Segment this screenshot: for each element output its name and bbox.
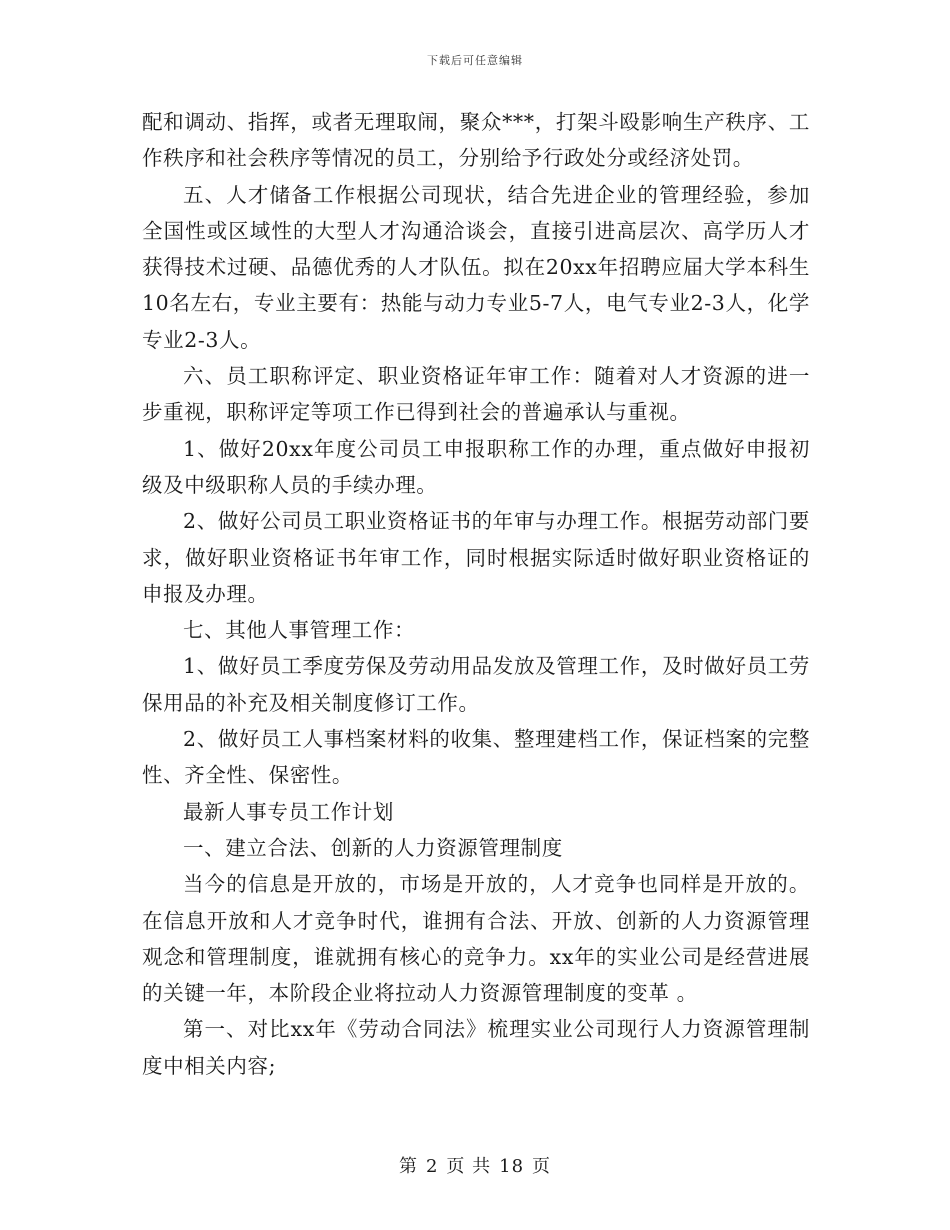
section-heading: 一、建立合法、创新的人力资源管理制度: [183, 835, 563, 860]
page-footer: [0, 1152, 950, 1178]
paragraph: 2、做好公司员工职业资格证书的年审与办理工作。根据劳动部门要求，做好职业资格证书年审工作，同时根据实际适时做好职业资格证的申报及办理。: [142, 509, 810, 606]
paragraph: 1、做好员工季度劳保及劳动用品发放及管理工作，及时做好员工劳保用品的补充及相关制度修订工作。: [142, 654, 810, 715]
paragraph: 六、员工职称评定、职业资格证年审工作：随着对人才资源的进一步重视，职称评定等项工作已得到社会的普遍承认与重视。: [142, 364, 810, 425]
footer-suffix: 页: [532, 1156, 552, 1177]
footer-middle: 页 共: [446, 1156, 492, 1177]
document-title: 最新人事专员工作计划: [183, 799, 394, 824]
paragraph: 2、做好员工人事档案材料的收集、整理建档工作，保证档案的完整性、齐全性、保密性。: [142, 727, 810, 788]
paragraph: 当今的信息是开放的，市场是开放的，人才竞争也同样是开放的。在信息开放和人才竞争时代，谁拥有合法、开放、创新的人力资源管理观念和管理制度，谁就拥有核心的竞争力。xx年的实业公司是经营进展的关键一年，本阶段企业将拉动人力资源管理制度的变革 。: [142, 872, 810, 1006]
footer-prefix: 第: [398, 1156, 418, 1177]
paragraph: 配和调动、指挥，或者无理取闹，聚众***，打架斗殴影响生产秩序、工作秩序和社会秩序等情况的员工，分别给予行政处分或经济处罚。: [142, 110, 810, 171]
total-pages: 18: [499, 1156, 525, 1177]
paragraph: 五、人才储备工作根据公司现状，结合先进企业的管理经验，参加全国性或区域性的大型人才沟通洽谈会，直接引进高层次、高学历人才获得技术过硬、品德优秀的人才队伍。拟在20xx年招聘应届大学本科生10名左右，专业主要有：热能与动力专业5-7人，电气专业2-3人，化学专业2-3人。: [142, 182, 810, 352]
page-header-note: 下载后可任意编辑: [427, 54, 523, 67]
paragraph: 1、做好20xx年度公司员工申报职称工作的办理，重点做好申报初级及中级职称人员的手续办理。: [142, 436, 810, 497]
paragraph: 第一、对比xx年《劳动合同法》梳理实业公司现行人力资源管理制度中相关内容;: [142, 1017, 810, 1078]
page-number: 2: [425, 1156, 439, 1177]
document-body: [142, 104, 810, 1084]
section-heading: 七、其他人事管理工作：: [183, 618, 416, 643]
